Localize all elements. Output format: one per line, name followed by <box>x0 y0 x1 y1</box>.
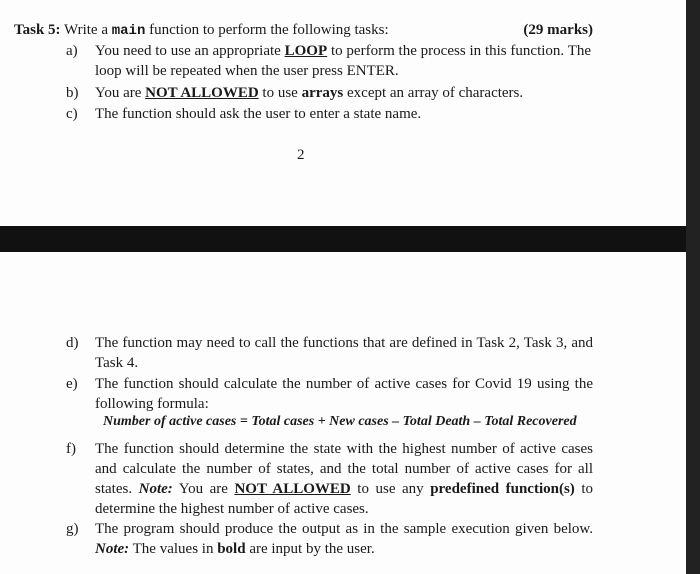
formula: Number of active cases = Total cases + New cases – Total Death – Total Recovered <box>103 414 577 429</box>
page-gap <box>0 226 700 252</box>
item-label: g) <box>66 521 79 537</box>
item-text: The values in <box>132 541 214 557</box>
item-bold: bold <box>217 541 246 557</box>
item-text: You are <box>178 481 228 497</box>
item-text: The function should determine the state with the highest number of active cases and calculate the number of states, and the total number of active cases for all states. <box>95 441 593 497</box>
right-edge <box>686 0 700 574</box>
note-label: Note: <box>95 541 130 557</box>
item-text: to determine the highest number of active cases. <box>95 481 593 517</box>
item-text: The function may need to call the functions that are defined in Task 2, Task 3, and Task 4. <box>95 335 593 371</box>
item-bold: predefined function(s) <box>430 481 575 497</box>
page-number: 2 <box>297 147 305 163</box>
item-label: d) <box>66 335 79 351</box>
task-intro: Write a <box>64 22 108 38</box>
item-label: c) <box>66 106 78 122</box>
item-label: a) <box>66 43 78 59</box>
item-text: You are <box>95 85 142 101</box>
item-text: The program should produce the output as in the sample execution given below. <box>95 521 593 537</box>
item-text: You need to use an appropriate <box>95 43 281 59</box>
item-text: are input by the user. <box>249 541 375 557</box>
task-keyword: main <box>111 23 146 39</box>
item-text: The function should calculate the number of active cases for Covid 19 using the following formula: <box>95 376 593 412</box>
item-emphasis: NOT ALLOWED <box>145 85 259 101</box>
item-text: The function should ask the user to enter a state name. <box>95 106 422 122</box>
task-marks: (29 marks) <box>523 22 593 38</box>
item-emphasis: LOOP <box>284 43 328 59</box>
item-bold: arrays <box>301 85 344 101</box>
item-text: to use any <box>357 481 424 497</box>
list-item-a <box>66 41 592 81</box>
item-text: to perform the process in this function. The loop will be repeated when the user press ENTER. <box>95 43 592 79</box>
item-emphasis: NOT ALLOWED <box>234 481 351 497</box>
task-label: Task 5: <box>14 22 61 38</box>
item-text: except an array of characters. <box>347 85 524 101</box>
item-label: e) <box>66 376 78 392</box>
task-heading <box>14 21 389 40</box>
note-label: Note: <box>138 481 173 497</box>
item-label: b) <box>66 85 79 101</box>
item-label: f) <box>66 441 76 457</box>
task-rest: function to perform the following tasks: <box>149 22 389 38</box>
item-text: to use <box>262 85 298 101</box>
